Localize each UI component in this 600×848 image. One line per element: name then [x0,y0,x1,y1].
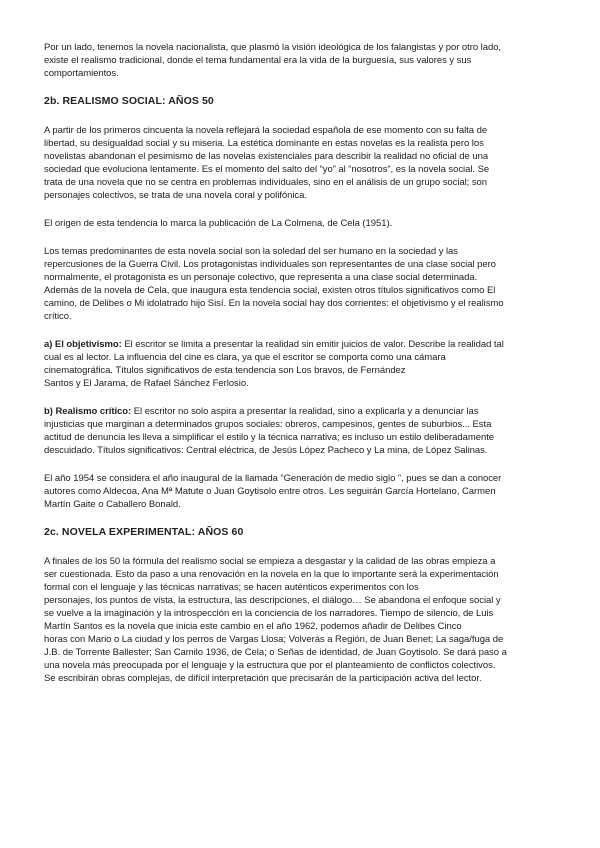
text-line: existe el realismo tradicional, donde el tema fundamental era la vida de la burguesía, sus valores y sus [44,55,472,66]
text-line: cual es al lector. La influencia del cine es clara, ya que el escritor se comporta como una cámara [44,352,446,363]
realismo-critico-label: b) Realismo crítico: [44,406,132,417]
text-line: Por un lado, tenemos la novela nacionalista, que plasmó la visión ideológica de los falangistas y por otro lado, [44,42,502,53]
paragraph-origen [44,217,558,230]
text-line: se vuelve a la imaginación y la introspección en la conciencia de los narradores. Tiempo de silencio, de Luis [44,608,494,619]
paragraph-experimental [44,555,558,685]
text-line: actitud de denuncia les lleva a simplificar el estilo y la técnica narrativa; es incluso un estilo deliberadamente [44,432,495,443]
text-line: El origen de esta tendencia lo marca la publicación de La Colmena, de Cela (1951). [44,218,393,229]
text-line: repercusiones de la Guerra Civil. Los protagonistas individuales son representantes de una clase social pero [44,259,496,270]
objetivismo-label: a) El objetivismo: [44,339,122,350]
paragraph-temas [44,245,558,323]
text-line: A partir de los primeros cincuenta la novela reflejará la sociedad española de ese momento con su falta de [44,125,488,136]
paragraph-realismo-critico [44,405,558,457]
text-line: camino, de Delibes o Mi idolatrado hijo Sisí. En la novela social hay dos corrientes: el objetivismo y el realismo [44,298,504,309]
paragraph-intro [44,41,558,80]
text-line: libertad, su desigualdad social y su miseria. La estética dominante en estas novelas es la realista pero los [44,138,484,149]
text-line: Santos y El Jarama, de Rafael Sánchez Ferlosio. [44,378,249,389]
text-line: personajes colectivos, se trata de una novela coral y polifónica. [44,190,307,201]
realismo-critico-text: El escritor no solo aspira a presentar la realidad, sino a explicarla y a denunciar las [131,406,479,417]
text-line: injusticias que marginan a determinados grupos sociales: obreros, campesinos, gentes de suburbios... Esta [44,419,492,430]
text-line: horas con Mario o La ciudad y los perros de Vargas Llosa; Volverás a Región, de Juan Benet; La saga/fuga de [44,634,504,645]
text-line: crítico. [44,311,72,322]
objetivismo-text: El escritor se limita a presentar la realidad sin emitir juicios de valor. Describe la realidad tal [121,339,504,350]
text-line: descuidado. Títulos significativos: Central eléctrica, de Jesús López Pacheco y La mina, de López Salinas. [44,445,488,456]
text-line: Los temas predominantes de esta novela social son la soledad del ser humano en la sociedad y las [44,246,458,257]
text-line: trata de una novela que no se centra en problemas individuales, sino en el análisis de un grupo social; son [44,177,488,188]
text-line: El año 1954 se considera el año inaugural de la llamada “Generación de medio siglo ”, pues se dan a conocer [44,473,502,484]
paragraph-generacion [44,472,558,511]
text-line [44,338,558,351]
text-line: autores como Aldecoa, Ana Mª Matute o Juan Goytisolo entre otros. Les seguirán García Hortelano, Carmen [44,486,496,497]
section-heading-2c: 2c. NOVELA EXPERIMENTAL: AÑOS 60 [44,526,244,538]
text-line: Martín Gaite o Caballero Bonald. [44,499,181,510]
text-line: sociedad que evoluciona lentamente. Es el momento del salto del “yo” al “nosotros”, es la novela social. Se [44,164,490,175]
text-line: ser cuestionada. Esto da paso a una renovación en la novela en la que lo importante será la experimentación [44,569,499,580]
paragraph-realismo-social [44,124,558,202]
text-line: novelistas abandonan el pesimismo de las novelas existenciales para describir la realidad no oficial de una [44,151,489,162]
text-line: formal con el lenguaje y las técnicas narrativas; se hacen auténticos experimentos con los [44,582,419,593]
paragraph-objetivismo [44,338,558,390]
text-line: Martín Santos es la novela que inicia este cambio en el año 1962, podemos añadir de Delibes Cinco [44,621,462,632]
section-heading-2b: 2b. REALISMO SOCIAL: AÑOS 50 [44,95,214,107]
text-line: normalmente, el protagonista es un personaje colectivo, que representa a una clase social determinada. [44,272,478,283]
text-line [44,405,558,418]
text-line: Se escribirán obras complejas, de difícil interpretación que precisarán de la participación activa del lector. [44,673,482,684]
text-line: una novela más preocupada por el lenguaje y la estructura que por el planteamiento de conflictos colectivos. [44,660,496,671]
text-line: Además de la novela de Cela, que inaugura esta tendencia social, existen otros títulos significativos como El [44,285,496,296]
text-line: comportamientos. [44,68,119,79]
text-line: cinematográfica. Títulos significativos de esta tendencia son Los bravos, de Fernández [44,365,406,376]
document-page [44,41,558,700]
text-line: A finales de los 50 la fórmula del realismo social se empieza a desgastar y la calidad de las obras empieza a [44,556,496,567]
text-line: J.B. de Torrente Ballester; San Camilo 1936, de Cela; o Señas de identidad, de Juan Goytisolo. Se dará paso a [44,647,507,658]
text-line: personajes, los puntos de vista, la estructura, las descripciones, el diálogo… Se abandona el enfoque social y [44,595,501,606]
